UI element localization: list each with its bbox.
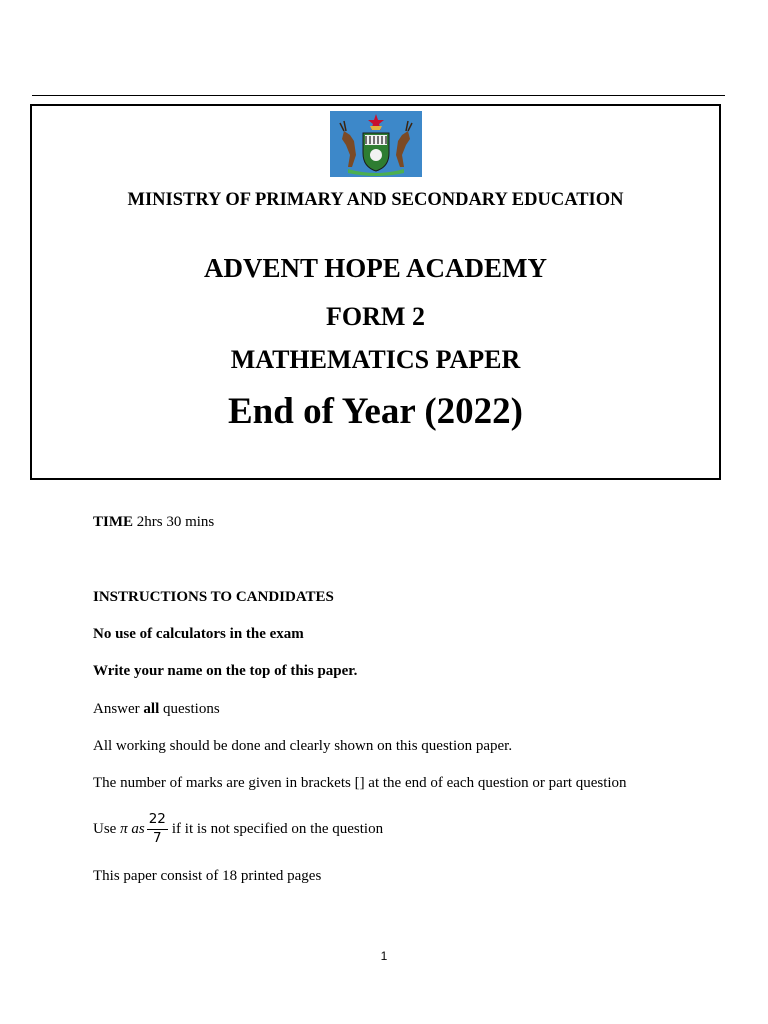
pi-as: as: [131, 820, 145, 837]
form-level: FORM 2: [326, 302, 425, 331]
answer-prefix: Answer: [93, 701, 140, 717]
school-name: ADVENT HOPE ACADEMY: [203, 253, 548, 283]
coat-of-arms-icon: [330, 111, 422, 177]
top-rule: [32, 95, 725, 96]
subject-title: MATHEMATICS PAPER: [230, 345, 521, 374]
instructions-heading: INSTRUCTIONS TO CANDIDATES: [93, 589, 334, 605]
instruction-pi: [93, 813, 383, 845]
pi-denominator: 7: [152, 829, 162, 846]
ministry-heading: MINISTRY OF PRIMARY AND SECONDARY EDUCATION: [127, 190, 624, 210]
pi-numerator: 22: [147, 813, 168, 830]
instruction-answer-all: [93, 701, 220, 718]
answer-bold: all: [143, 701, 160, 717]
instruction-pages: This paper consist of 18 printed pages: [93, 868, 322, 884]
pi-suffix: if it is not specified on the question: [171, 820, 384, 837]
pi-fraction: [147, 813, 168, 845]
time-allowed: [93, 514, 214, 531]
time-label: TIME: [93, 514, 134, 530]
instruction-marks: The number of marks are given in brackets [] at the end of each question or part question: [93, 775, 627, 791]
exam-term: End of Year (2022): [228, 391, 523, 432]
title-box: [30, 104, 721, 480]
pi-prefix: Use: [93, 820, 117, 837]
time-value: 2hrs 30 mins: [136, 514, 215, 530]
pi-symbol: π: [120, 820, 128, 837]
instruction-working: All working should be done and clearly shown on this question paper.: [93, 738, 513, 754]
instruction-name: Write your name on the top of this paper.: [93, 663, 358, 679]
instruction-calculators: No use of calculators in the exam: [93, 626, 304, 642]
answer-suffix: questions: [163, 701, 220, 717]
page-number: 1: [380, 949, 388, 963]
